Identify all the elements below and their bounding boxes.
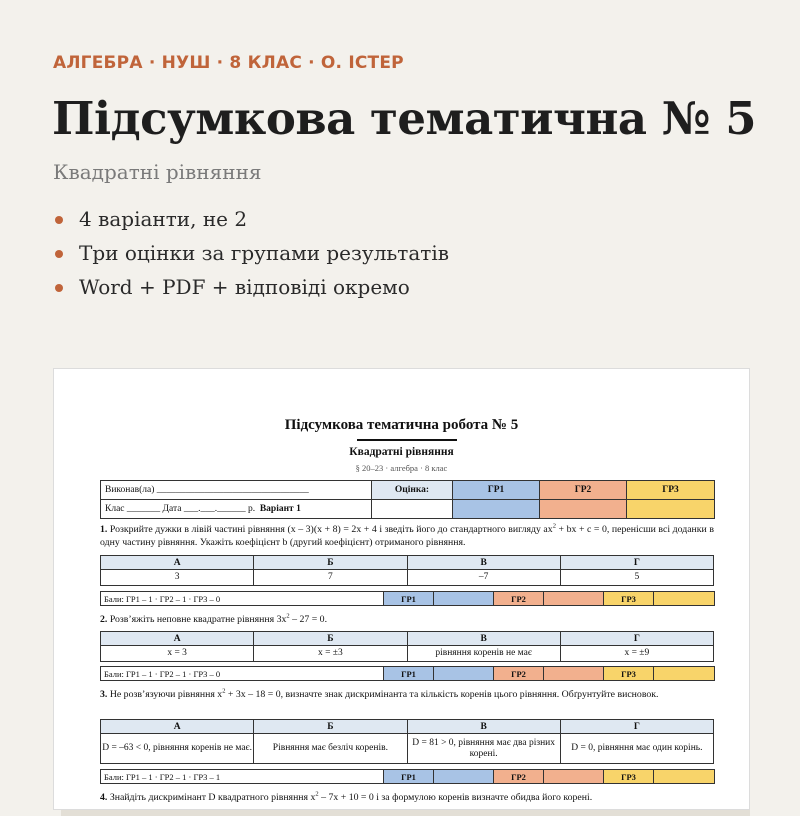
document-paragraph-ref: § 20–23 · алгебра · 8 клас: [355, 463, 448, 473]
answer-option[interactable]: x = ±9: [560, 646, 713, 662]
question-superscript: 2: [222, 687, 226, 695]
answer-option[interactable]: x = 3: [101, 646, 254, 662]
score-row-2: [100, 666, 715, 681]
variant-label: Варіант 1: [259, 504, 301, 514]
option-header: А: [101, 556, 254, 570]
performer-field[interactable]: Виконав(ла) ________________________________: [101, 481, 372, 500]
score-gr1-input[interactable]: [434, 592, 494, 606]
question-3: [100, 689, 714, 702]
feature-list: [53, 202, 449, 304]
bullet-dot-icon: [55, 250, 63, 258]
feature-item: [53, 236, 449, 270]
score-gr1-input[interactable]: [434, 667, 494, 681]
score-gr3-input[interactable]: [654, 667, 715, 681]
question-number: 4.: [100, 792, 108, 803]
answer-table-2: [100, 631, 714, 662]
points-text: Бали: ГР1 – 1 · ГР2 – 1 · ГР3 – 0: [101, 667, 384, 681]
grade-gr2-header: ГР2: [540, 481, 627, 500]
answer-option[interactable]: 3: [101, 570, 254, 586]
option-header: В: [407, 556, 560, 570]
score-gr3-label: ГР3: [604, 770, 654, 784]
score-gr2-input[interactable]: [544, 592, 604, 606]
feature-text: Три оцінки за групами результатів: [79, 241, 449, 265]
bullet-dot-icon: [55, 216, 63, 224]
answer-option[interactable]: Рівняння має безліч коренів.: [254, 734, 407, 764]
feature-text: 4 варіанти, не 2: [79, 207, 248, 231]
score-gr3-input[interactable]: [654, 592, 715, 606]
class-date-label: Клас _______ Дата ___.___.______ р.: [105, 504, 256, 514]
score-row-3: [100, 769, 715, 784]
option-header: Б: [254, 632, 407, 646]
question-1: [100, 524, 714, 549]
question-text: Знайдіть дискримінант D квадратного рівняння x: [109, 792, 316, 803]
score-gr1-label: ГР1: [384, 667, 434, 681]
answer-option[interactable]: D = 81 > 0, рівняння має два різних корені.: [407, 734, 560, 764]
grade-gr1-header: ГР1: [453, 481, 540, 500]
grade-gr2-cell[interactable]: [540, 500, 627, 519]
score-row-1: [100, 591, 715, 606]
document-preview: [53, 368, 750, 810]
question-text: – 27 = 0.: [289, 614, 328, 625]
score-gr3-label: ГР3: [604, 667, 654, 681]
option-header: Г: [560, 632, 713, 646]
answer-option[interactable]: 7: [254, 570, 407, 586]
question-text: + 3x – 18 = 0, визначте знак дискримінанта та кількість коренів цього рівняння. Обґрунтуйте висновок.: [225, 689, 659, 700]
option-header: А: [101, 720, 254, 734]
points-text: Бали: ГР1 – 1 · ГР2 – 1 · ГР3 – 1: [101, 770, 384, 784]
answer-option[interactable]: D = –63 < 0, рівняння коренів не має.: [101, 734, 254, 764]
question-text: + bx + c = 0, перенісши всі доданки в одну частину рівняння. Укажіть коефіцієнт b (другий коефіцієнт) отриманого рівняння.: [100, 524, 714, 548]
page-subtitle: Квадратні рівняння: [53, 160, 262, 184]
title-underline: [357, 439, 457, 441]
option-header: Г: [560, 556, 713, 570]
question-number: 2.: [100, 614, 108, 625]
question-text: Розкрийте дужки в лівій частині рівняння (x – 3)(x + 8) = 2x + 4 і зведіть його до стандартного вигляду ax: [109, 524, 553, 535]
answer-table-1: [100, 555, 714, 586]
points-text: Бали: ГР1 – 1 · ГР2 – 1 · ГР3 – 0: [101, 592, 384, 606]
question-2: [100, 614, 714, 627]
answer-option[interactable]: рівняння коренів не має: [407, 646, 560, 662]
score-gr3-label: ГР3: [604, 592, 654, 606]
question-number: 3.: [100, 689, 108, 700]
feature-item: [53, 202, 449, 236]
question-superscript: 2: [552, 522, 556, 530]
page-title: Підсумкова тематична № 5: [52, 92, 757, 145]
grade-gr3-cell[interactable]: [627, 500, 715, 519]
option-header: В: [407, 720, 560, 734]
course-kicker: АЛГЕБРА · НУШ · 8 КЛАС · О. ІСТЕР: [53, 53, 404, 73]
grade-empty-cell: [372, 500, 453, 519]
grade-label: Оцінка:: [372, 481, 453, 500]
question-text: Розв’яжіть неповне квадратне рівняння 3x: [109, 614, 287, 625]
bullet-dot-icon: [55, 284, 63, 292]
option-header: Г: [560, 720, 713, 734]
question-text: – 7x + 10 = 0 і за формулою коренів визначте обидва його корені.: [318, 792, 593, 803]
score-gr2-label: ГР2: [494, 770, 544, 784]
question-superscript: 2: [315, 790, 319, 798]
document-title: Підсумкова тематична робота № 5: [284, 417, 519, 433]
score-gr2-input[interactable]: [544, 667, 604, 681]
score-gr2-label: ГР2: [494, 592, 544, 606]
score-gr1-input[interactable]: [434, 770, 494, 784]
document-subtitle: Квадратні рівняння: [349, 446, 454, 458]
feature-item: [53, 270, 449, 304]
option-header: Б: [254, 720, 407, 734]
answer-table-3: [100, 719, 714, 764]
answer-option[interactable]: x = ±3: [254, 646, 407, 662]
answer-option[interactable]: 5: [560, 570, 713, 586]
student-info-table: [100, 480, 715, 519]
score-gr2-input[interactable]: [544, 770, 604, 784]
score-gr1-label: ГР1: [384, 770, 434, 784]
option-header: В: [407, 632, 560, 646]
score-gr2-label: ГР2: [494, 667, 544, 681]
question-text: Не розв’язуючи рівняння x: [109, 689, 223, 700]
feature-text: Word + PDF + відповіді окремо: [79, 275, 410, 299]
class-date-field[interactable]: [101, 500, 372, 519]
question-4: [100, 792, 714, 805]
answer-option[interactable]: D = 0, рівняння має один корінь.: [560, 734, 713, 764]
question-number: 1.: [100, 524, 108, 535]
score-gr3-input[interactable]: [654, 770, 715, 784]
score-gr1-label: ГР1: [384, 592, 434, 606]
option-header: А: [101, 632, 254, 646]
answer-option[interactable]: –7: [407, 570, 560, 586]
question-superscript: 2: [286, 612, 290, 620]
grade-gr3-header: ГР3: [627, 481, 715, 500]
grade-gr1-cell[interactable]: [453, 500, 540, 519]
option-header: Б: [254, 556, 407, 570]
